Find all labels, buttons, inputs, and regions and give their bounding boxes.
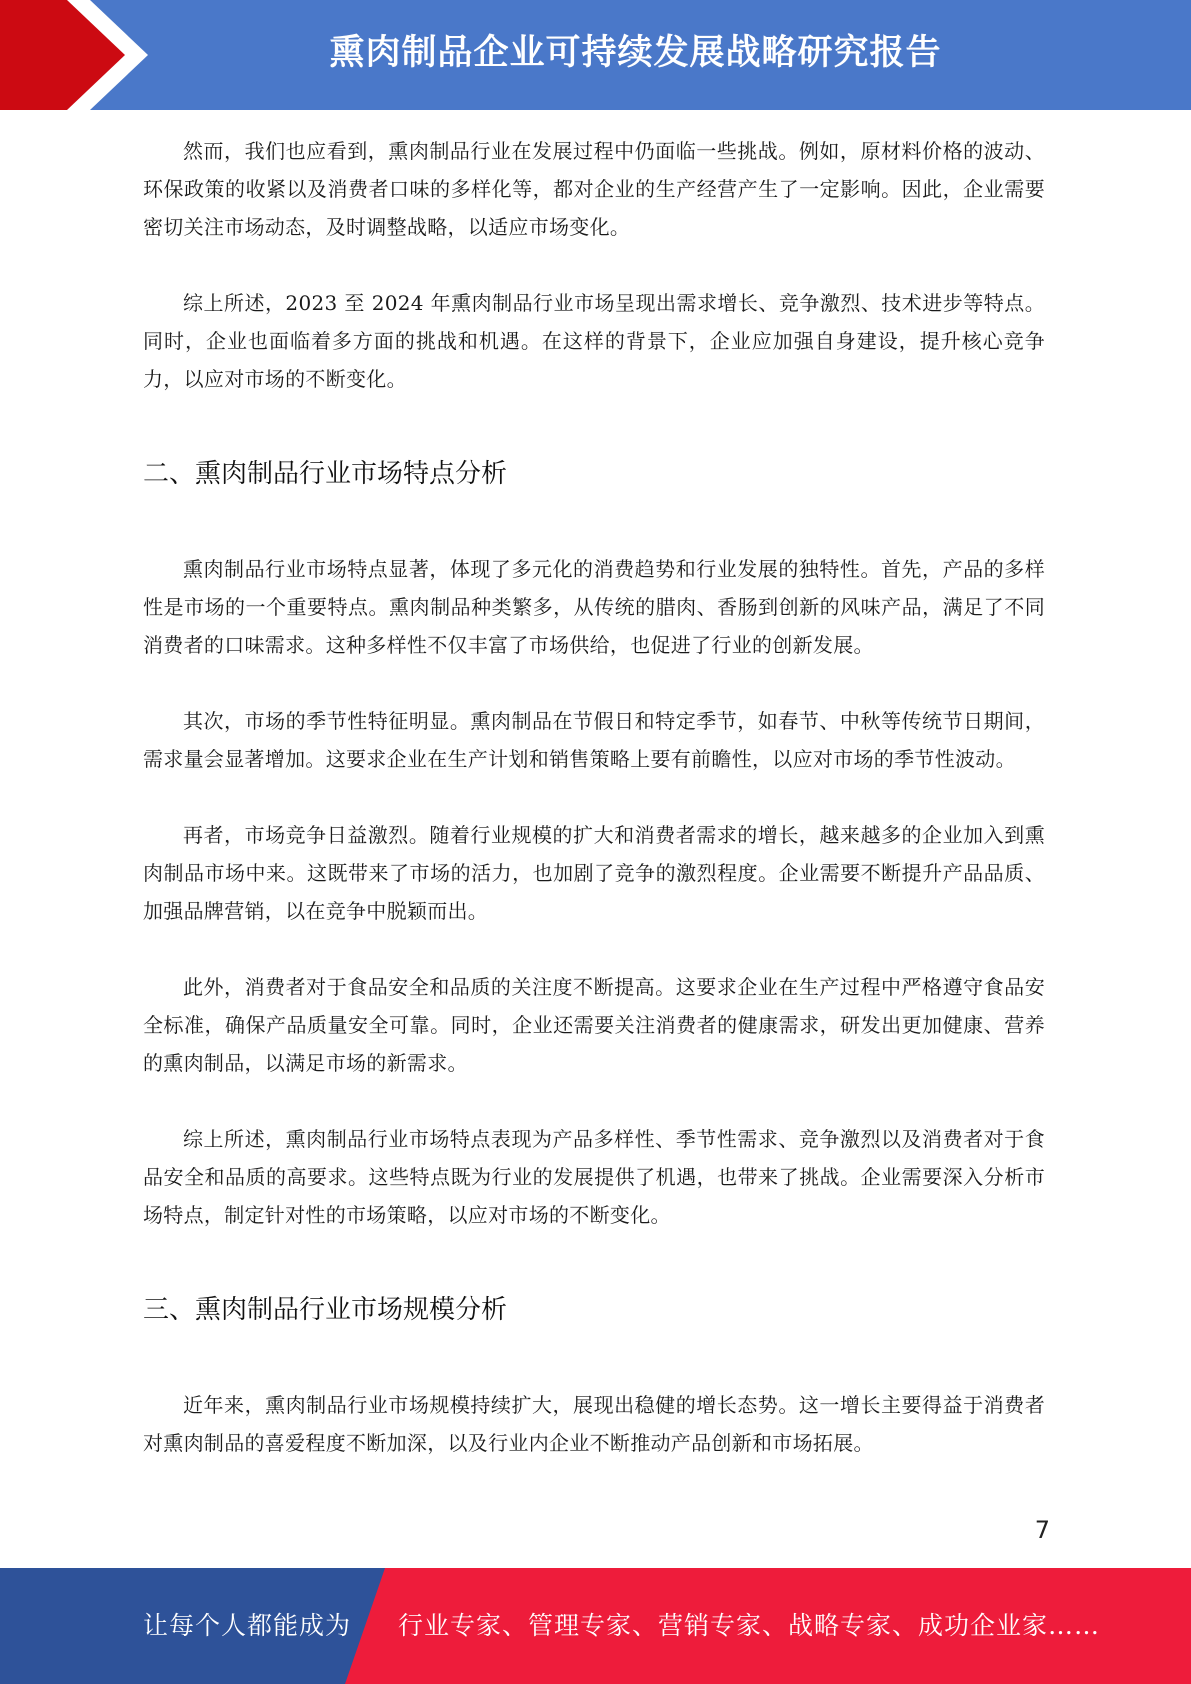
paragraph: 此外，消费者对于食品安全和品质的关注度不断提高。这要求企业在生产过程中严格遵守食品安全标准，确保产品质量安全可靠。同时，企业还需要关注消费者的健康需求，研发出更加健康、营养的熏肉制品，以满足市场的新需求。 <box>143 975 1045 1075</box>
paragraph: 再者，市场竞争日益激烈。随着行业规模的扩大和消费者需求的增长，越来越多的企业加入到熏肉制品市场中来。这既带来了市场的活力，也加剧了竞争的激烈程度。企业需要不断提升产品品质、加强品牌营销，以在竞争中脱颖而出。 <box>143 823 1045 923</box>
paragraph: 综上所述，2023 至 2024 年熏肉制品行业市场呈现出需求增长、竞争激烈、技术进步等特点。同时，企业也面临着多方面的挑战和机遇。在这样的背景下，企业应加强自身建设，提升核心竞争力，以应对市场的不断变化。 <box>143 291 1045 391</box>
header-chevron-decoration <box>0 0 150 110</box>
paragraph: 综上所述，熏肉制品行业市场特点表现为产品多样性、季节性需求、竞争激烈以及消费者对于食品安全和品质的高要求。这些特点既为行业的发展提供了机遇，也带来了挑战。企业需要深入分析市场特点，制定针对性的市场策略，以应对市场的不断变化。 <box>143 1127 1045 1227</box>
section-heading: 二、熏肉制品行业市场特点分析 <box>143 459 508 489</box>
footer-band <box>0 1568 1191 1684</box>
paragraph: 其次，市场的季节性特征明显。熏肉制品在节假日和特定季节，如春节、中秋等传统节日期间，需求量会显著增加。这要求企业在生产计划和销售策略上要有前瞻性，以应对市场的季节性波动。 <box>143 709 1045 771</box>
document-title: 熏肉制品企业可持续发展战略研究报告 <box>329 33 942 73</box>
paragraph: 近年来，熏肉制品行业市场规模持续扩大，展现出稳健的增长态势。这一增长主要得益于消费者对熏肉制品的喜爱程度不断加深，以及行业内企业不断推动产品创新和市场拓展。 <box>143 1393 1045 1455</box>
section-heading: 三、熏肉制品行业市场规模分析 <box>143 1295 508 1325</box>
footer-slogan-left: 让每个人都能成为 <box>143 1611 352 1640</box>
page-content <box>143 132 1045 1462</box>
header-band <box>0 0 1191 110</box>
footer-slogan-right: 行业专家、管理专家、营销专家、战略专家、成功企业家…… <box>398 1611 1101 1640</box>
paragraph: 然而，我们也应看到，熏肉制品行业在发展过程中仍面临一些挑战。例如，原材料价格的波动、环保政策的收紧以及消费者口味的多样化等，都对企业的生产经营产生了一定影响。因此，企业需要密切关注市场动态，及时调整战略，以适应市场变化。 <box>143 139 1045 239</box>
page-number: 7 <box>1034 1516 1050 1544</box>
paragraph: 熏肉制品行业市场特点显著，体现了多元化的消费趋势和行业发展的独特性。首先，产品的多样性是市场的一个重要特点。熏肉制品种类繁多，从传统的腊肉、香肠到创新的风味产品，满足了不同消费者的口味需求。这种多样性不仅丰富了市场供给，也促进了行业的创新发展。 <box>143 557 1045 657</box>
